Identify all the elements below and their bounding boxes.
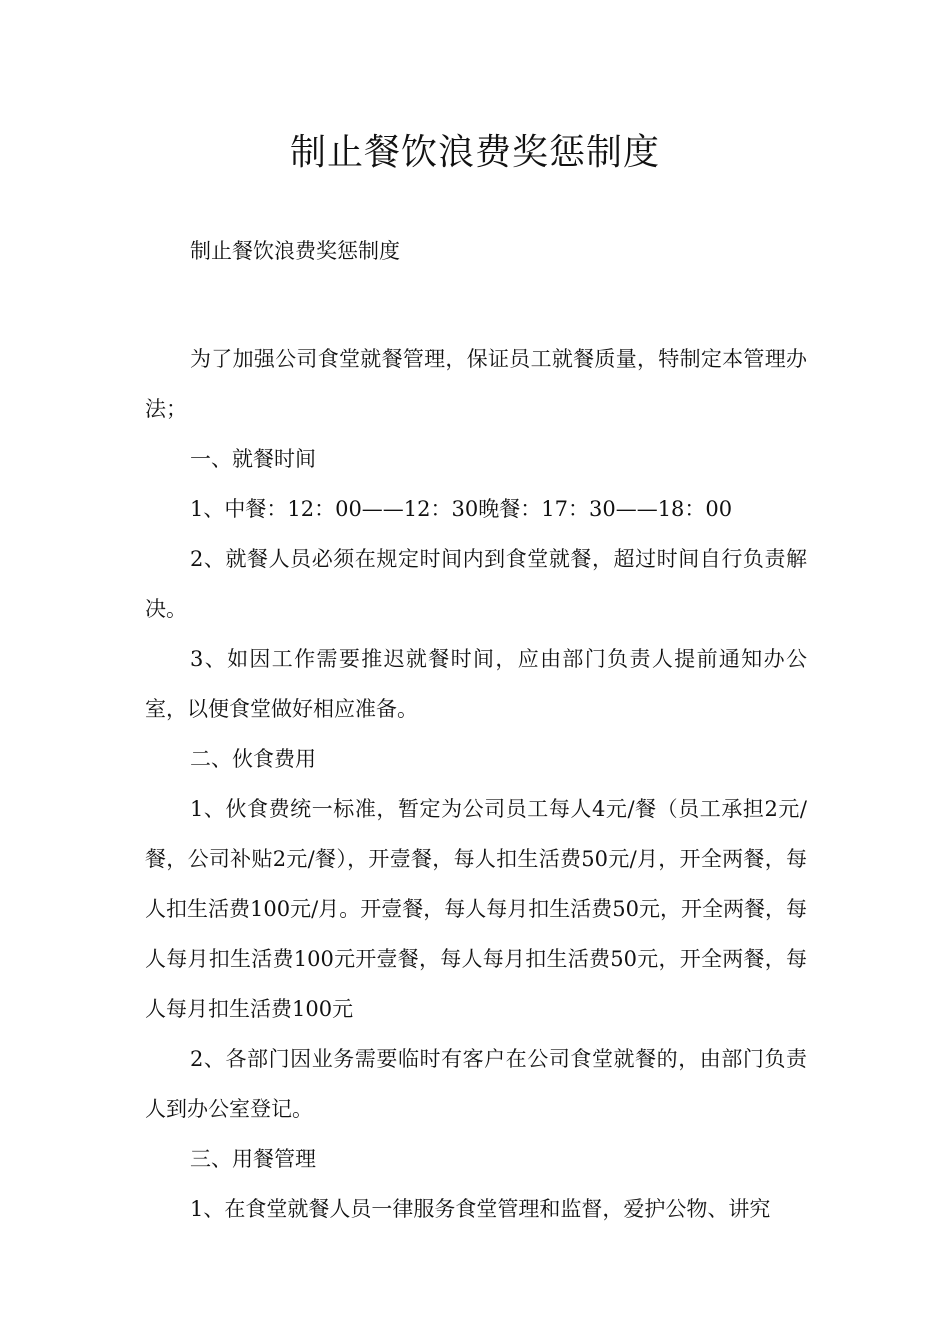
document-body bbox=[145, 334, 807, 1234]
paragraph-dining-rules: 1、在食堂就餐人员一律服务食堂管理和监督，爱护公物、讲究 bbox=[190, 1197, 771, 1221]
intro-paragraph: 为了加强公司食堂就餐管理，保证员工就餐质量，特制定本管理办法； bbox=[145, 347, 807, 421]
section-heading-meal-time: 一、就餐时间 bbox=[190, 447, 316, 471]
paragraph-delay-notice: 3、如因工作需要推迟就餐时间，应由部门负责人提前通知办公室，以便食堂做好相应准备。 bbox=[145, 647, 807, 721]
paragraph-meal-hours: 1、中餐：12：00——12：30晚餐：17：30——18：00 bbox=[190, 497, 733, 521]
paragraph-guest-registration: 2、各部门因业务需要临时有客户在公司食堂就餐的，由部门负责人到办公室登记。 bbox=[145, 1047, 807, 1121]
document-subtitle: 制止餐饮浪费奖惩制度 bbox=[190, 239, 400, 263]
paragraph-fee-standard: 1、伙食费统一标准，暂定为公司员工每人4元/餐（员工承担2元/餐，公司补贴2元/餐），开壹餐，每人扣生活费50元/月，开全两餐，每人扣生活费100元/月。开壹餐，每人每月扣生活费50元，开全两餐，每人每月扣生活费100元开壹餐，每人每月扣生活费50元，开全两餐，每人每月扣生活费100元 bbox=[145, 797, 807, 1021]
section-heading-dining-management: 三、用餐管理 bbox=[190, 1147, 316, 1171]
document-title: 制止餐饮浪费奖惩制度 bbox=[289, 132, 660, 173]
section-heading-meal-fees: 二、伙食费用 bbox=[190, 747, 316, 771]
paragraph-on-time-rule: 2、就餐人员必须在规定时间内到食堂就餐，超过时间自行负责解决。 bbox=[145, 547, 807, 621]
